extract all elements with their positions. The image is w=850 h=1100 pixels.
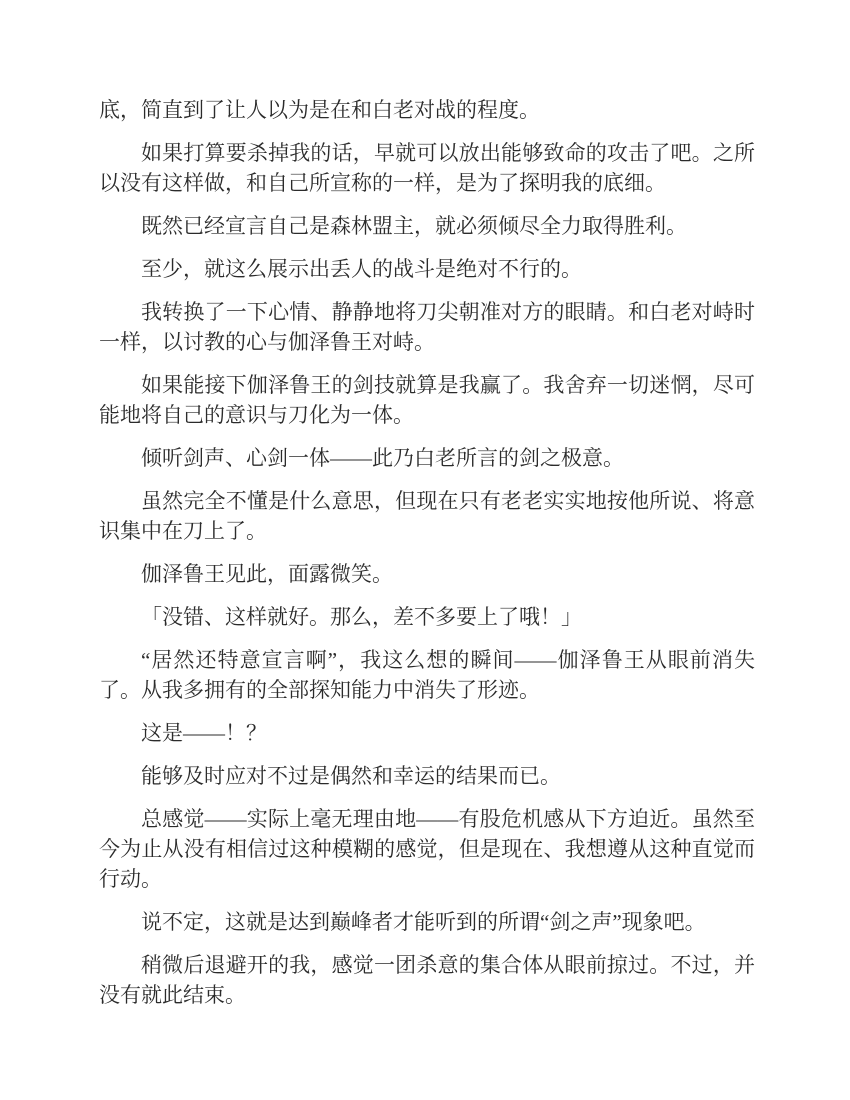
paragraph: 说不定，这就是达到巅峰者才能听到的所谓“剑之声”现象吧。 <box>141 910 706 934</box>
paragraph: “居然还特意宣言啊”，我这么想的瞬间——伽泽鲁王从眼前消失了。从我多拥有的全部探知能力中消失了形迹。 <box>99 648 755 702</box>
paragraph: 虽然完全不懂是什么意思，但现在只有老老实实地按他所说、将意识集中在刀上了。 <box>99 489 755 543</box>
paragraph: 稍微后退避开的我，感觉一团杀意的集合体从眼前掠过。不过，并没有就此结束。 <box>99 953 755 1007</box>
paragraph: 倾听剑声、心剑一体——此乃白老所言的剑之极意。 <box>141 446 624 470</box>
paragraph: 至少，就这么展示出丢人的战斗是绝对不行的。 <box>141 257 582 281</box>
paragraph: 伽泽鲁王见此，面露微笑。 <box>141 562 393 586</box>
paragraph: 「没错、这样就好。那么，差不多要上了哦！」 <box>141 605 582 629</box>
paragraph: 我转换了一下心情、静静地将刀尖朝准对方的眼睛。和白老对峙时一样，以讨教的心与伽泽鲁王对峙。 <box>99 300 755 354</box>
paragraph: 既然已经宣言自己是森林盟主，就必须倾尽全力取得胜利。 <box>141 214 687 238</box>
paragraph: 底，简直到了让人以为是在和白老对战的程度。 <box>99 98 540 122</box>
paragraph: 能够及时应对不过是偶然和幸运的结果而已。 <box>141 764 561 788</box>
paragraph: 这是——！？ <box>141 721 267 745</box>
paragraph: 如果打算要杀掉我的话，早就可以放出能够致命的攻击了吧。之所以没有这样做，和自己所宣称的一样，是为了探明我的底细。 <box>99 141 755 195</box>
novel-text-block <box>99 95 755 1023</box>
paragraph: 总感觉——实际上毫无理由地——有股危机感从下方迫近。虽然至今为止从没有相信过这种模糊的感觉，但是现在、我想遵从这种直觉而行动。 <box>99 807 755 891</box>
paragraph: 如果能接下伽泽鲁王的剑技就算是我赢了。我舍弃一切迷惘，尽可能地将自己的意识与刀化为一体。 <box>99 373 755 427</box>
